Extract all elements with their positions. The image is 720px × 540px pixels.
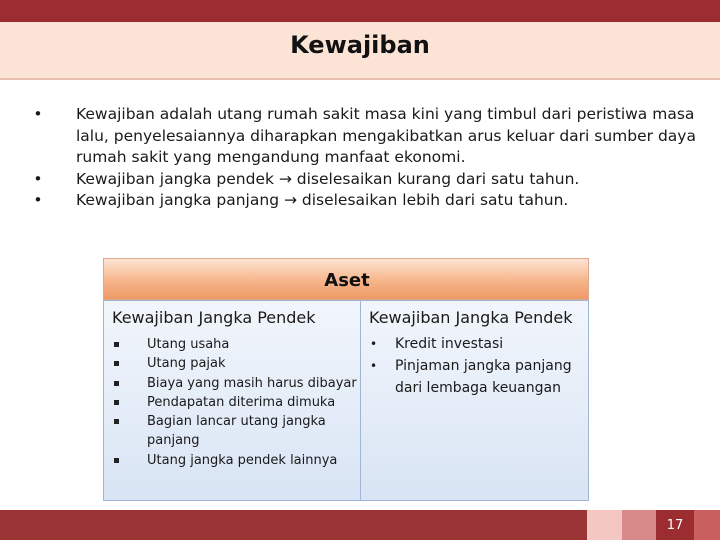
square-bullet-icon: [114, 361, 119, 366]
bullet-item: [28, 104, 698, 169]
bullet-item: [28, 169, 698, 191]
top-bar: [0, 0, 720, 22]
square-bullet-icon: [114, 342, 119, 347]
list-item-text: Utang jangka pendek lainnya: [147, 452, 338, 468]
left-column-heading: Kewajiban Jangka Pendek: [112, 308, 316, 327]
list-item: [112, 335, 358, 354]
square-bullet-icon: [114, 381, 119, 386]
square-bullet-icon: [114, 419, 119, 424]
footer-bar: [0, 510, 587, 540]
bullet-list: [28, 104, 698, 212]
bullet-item: [28, 190, 698, 212]
bullet-dot: •: [33, 191, 43, 209]
list-item-text: Biaya yang masih harus dibayar: [147, 375, 357, 391]
footer-block: [622, 510, 656, 540]
left-item-list: [112, 335, 358, 470]
bullet-dot: •: [33, 169, 43, 188]
bullet-text: Kewajiban adalah utang rumah sakit masa kini yang timbul dari peristiwa masa lalu, penyelesaiannya diharapkan mengakibatkan arus keluar dari sumber daya rumah sakit yang mengandung manfaat ekonomi.: [76, 105, 696, 166]
list-item: [112, 451, 358, 470]
list-item-text: Utang usaha: [147, 337, 230, 352]
left-column: [103, 300, 361, 501]
list-item-text: Kredit investasi: [395, 336, 504, 352]
right-item-list: [369, 333, 587, 399]
asset-table: [103, 258, 589, 501]
table-header: [103, 258, 589, 300]
list-item: [112, 393, 358, 412]
footer-block: [587, 510, 622, 540]
list-item: [112, 354, 358, 373]
right-column-heading: Kewajiban Jangka Pendek: [369, 308, 573, 327]
page-number-box: [656, 510, 694, 540]
bullet-dot: •: [33, 105, 43, 123]
square-bullet-icon: [114, 458, 119, 463]
bullet-dot: •: [370, 337, 378, 351]
right-column: [361, 300, 589, 501]
list-item: [112, 412, 358, 451]
list-item-text: Bagian lancar utang jangka panjang: [147, 414, 326, 449]
slide-title: Kewajiban: [290, 31, 430, 59]
bullet-text: Kewajiban jangka pendek → diselesaikan kurang dari satu tahun.: [76, 169, 580, 188]
list-item-text: Utang pajak: [147, 356, 226, 372]
list-item: [369, 333, 587, 355]
list-item-text: Pendapatan diterima dimuka: [147, 394, 336, 410]
square-bullet-icon: [114, 400, 119, 405]
bullet-text: Kewajiban jangka panjang → diselesaikan lebih dari satu tahun.: [76, 191, 569, 209]
table-header-label: Aset: [324, 270, 370, 291]
list-item: [112, 374, 358, 393]
bullet-dot: •: [370, 359, 378, 373]
list-item-text: Pinjaman jangka panjang dari lembaga keuangan: [395, 358, 572, 396]
footer-block: [694, 510, 720, 540]
list-item: [369, 355, 587, 399]
page-number: 17: [666, 518, 684, 533]
